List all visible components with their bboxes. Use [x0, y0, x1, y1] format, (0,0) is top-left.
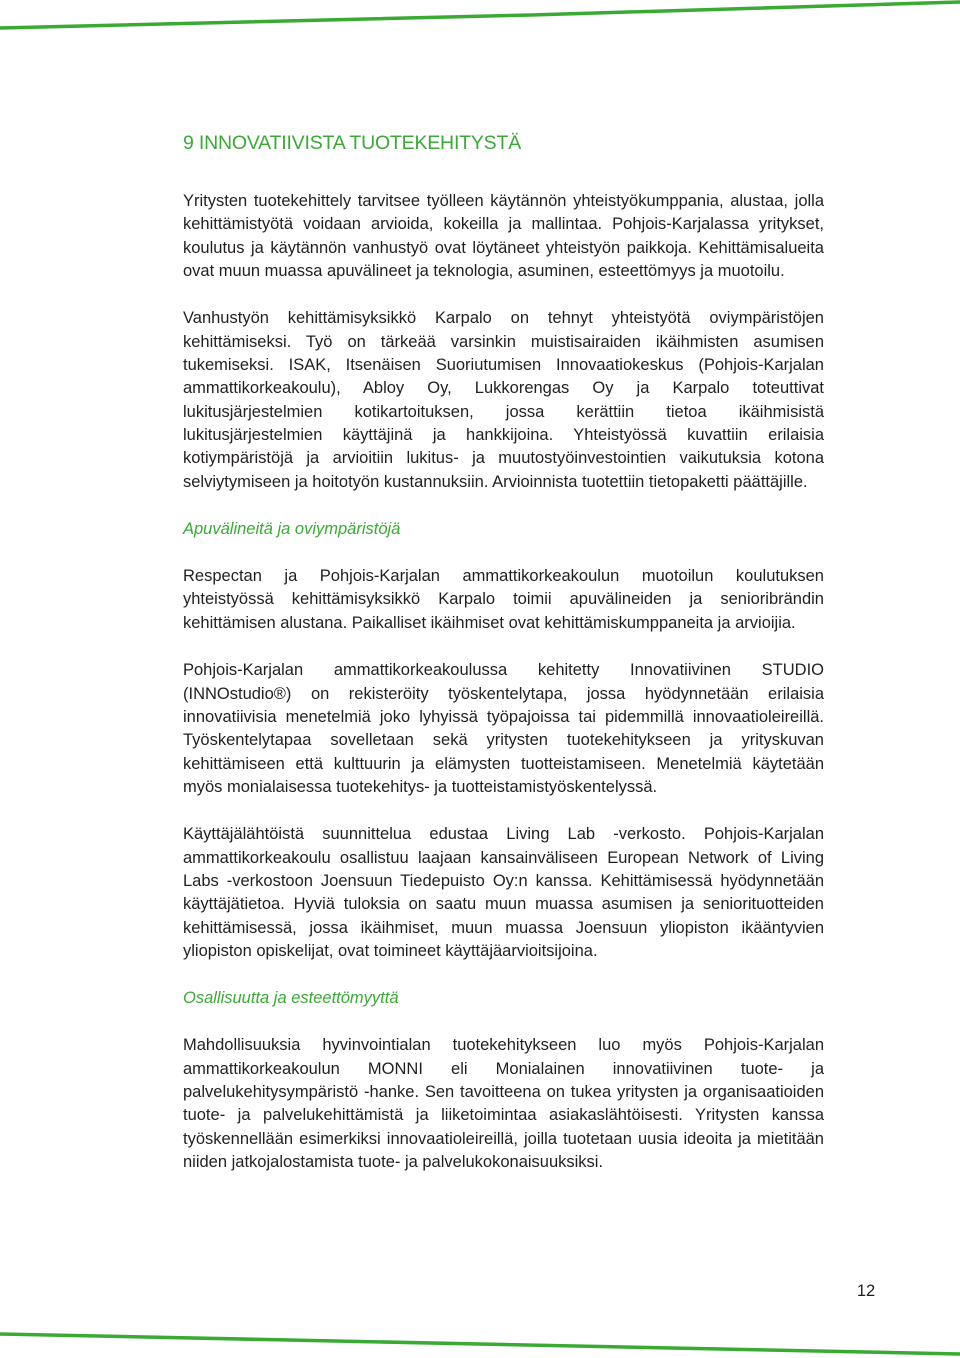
- intro-paragraph-2: Vanhustyön kehittämisyksikkö Karpalo on tehnyt yhteistyötä oviympäristöjen kehittämiseksi. Työ on tärkeää varsinkin muistisairaiden ikäihmisten asumisen tukemiseksi. ISAK, Itsenäisen Suoriutumisen Innovaatiokeskus (Pohjois-Karjalan ammattikorkeakoulu), Abloy Oy, Lukkorengas Oy ja Karpalo toteuttivat lukitusjärjestelmien kotikartoituksen, jossa kerättiin tietoa ikäihmisistä lukitusjärjestelmien käyttäjinä ja hankkijoina. Yhteistyössä kuvattiin erilaisia kotiympäristöjä ja arvioitiin lukitus- ja muutostyöinvestointien vaikutuksia kotona selviytymiseen ja hoitotyön kustannuksiin. Arvioinnista tuotettiin tietopaketti päättäjille.: [183, 309, 824, 491]
- page-content: [183, 130, 824, 1198]
- section1-paragraph-3: Käyttäjälähtöistä suunnittelua edustaa Living Lab -verkosto. Pohjois-Karjalan ammattikorkeakoulu osallistuu laajaan kansainväliseen European Network of Living Labs -verkostoon Joensuun Tiedepuisto Oy:n kanssa. Kehittämisessä hyödynnetään käyttäjätietoa. Hyviä tuloksia on saatu muun muassa asumisen ja seniorituotteiden kehittämisessä, jossa ikäihmiset, muun muassa Joensuun yliopiston ikääntyvien yliopiston opiskelijat, ovat toimineet käyttäjäarvioitsijoina.: [183, 825, 824, 960]
- top-green-swoosh: [0, 0, 960, 40]
- page-number: 12: [856, 1282, 876, 1300]
- intro-paragraph-1: Yritysten tuotekehittely tarvitsee työlleen käytännön yhteistyökumppania, alustaa, jolla kehittämistyötä voidaan arvioida, kokeilla ja mallintaa. Pohjois-Karjalassa yritykset, koulutus ja käytännön vanhustyö ovat löytäneet yhteistyön paikkoja. Kehittämisalueita ovat muun muassa apuvälineet ja teknologia, asuminen, esteettömyys ja muotoilu.: [183, 192, 824, 281]
- chapter-heading: 9 INNOVATIIVISTA TUOTEKEHITYSTÄ: [183, 132, 522, 154]
- section1-paragraph-1: Respectan ja Pohjois-Karjalan ammattikorkeakoulun muotoilun koulutuksen yhteistyössä kehittämisyksikkö Karpalo toimii apuvälineiden ja senioribrändin kehittämisen alustana. Paikalliset ikäihmiset ovat kehittämiskumppaneita ja arvioijia.: [183, 567, 824, 632]
- subheading-apuvalineita: Apuvälineitä ja oviympäristöjä: [183, 520, 401, 539]
- bottom-green-swoosh: [0, 1328, 960, 1358]
- subheading-osallisuutta: Osallisuutta ja esteettömyyttä: [183, 989, 399, 1008]
- section2-paragraph-1: Mahdollisuuksia hyvinvointialan tuotekehitykseen luo myös Pohjois-Karjalan ammattikorkeakoulun MONNI eli Monialainen innovatiivinen tuote- ja palvelukehitysympäristö -hanke. Sen tavoitteena on tukea yritysten ja organisaatioiden tuote- ja palvelukehittämistä ja liiketoimintaa asiakaslähtöisesti. Yritysten kanssa työskennellään esimerkiksi innovaatioleireillä, joilla tuotetaan uusia ideoita ja mietitään niiden jatkojalostamista tuote- ja palvelukokonaisuuksiksi.: [183, 1036, 824, 1171]
- section1-paragraph-2: Pohjois-Karjalan ammattikorkeakoulussa kehitetty Innovatiivinen STUDIO (INNOstudio®) on rekisteröity työskentelytapa, jossa hyödynnetään erilaisia innovatiivisia menetelmiä joko lyhyissä työpajoissa tai pidemmillä innovaatioleireillä. Työskentelytapaa sovelletaan sekä yritysten tuotekehitykseen ja yrityskuvan kehittämiseen että kulttuurin ja elämysten tuotteistamiseen. Menetelmiä käytetään myös monialaisessa tuotekehitys- ja tuotteistamistyöskentelyssä.: [183, 661, 824, 796]
